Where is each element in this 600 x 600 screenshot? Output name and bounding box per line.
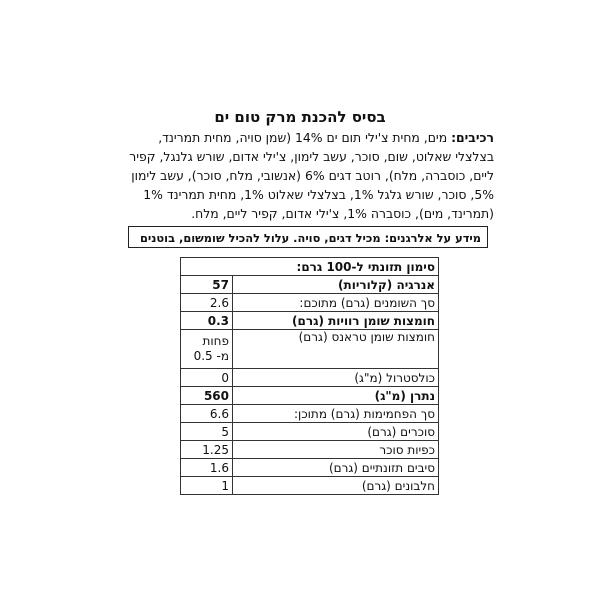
nutrient-name: סך הפחמימות (גרם) מתוכן: <box>233 405 439 423</box>
nutrient-value: 560 <box>181 387 233 405</box>
nutrient-value: 6.6 <box>181 405 233 423</box>
ingredients-label: רכיבים: <box>451 130 494 145</box>
allergen-info-box: מידע על אלרגנים: מכיל דגים, סויה. עלול להכיל שומשום, בוטנים <box>128 226 488 248</box>
nutrient-value-line: מ- 0.5 <box>193 349 229 363</box>
table-row <box>181 423 439 441</box>
nutrient-name: סוכרים (גרם) <box>233 423 439 441</box>
nutrient-value-line: פחות <box>202 334 229 348</box>
table-row <box>181 441 439 459</box>
ingredients-text: מים, מחית צ'ילי תום ים 14% (שמן סויה, מחית תמרינד, בצלצלי שאלוט, שום, סוכר, עשב לימון, צ'ילי אדום, שורש גלנגל, קפיר ליים, כוסברה, מלח), רוטב דגים 6% (אנשובי, מלח, סוכר), עשב לימון 5%, סוכר, שורש גלגל 1%, בצלצלי שאלוט 1%, מחית תמרינד 1% (תמרינד, מים), כוסברה 1%, צ'ילי אדום, קפיר ליים, מלח. <box>129 130 494 221</box>
table-row <box>181 276 439 294</box>
nutrient-value: 1.25 <box>181 441 233 459</box>
nutrient-name: סך השומנים (גרם) מתוכם: <box>233 294 439 312</box>
product-title: בסיס להכנת מרק טום ים <box>214 108 386 126</box>
nutrient-value: 2.6 <box>181 294 233 312</box>
nutrition-table <box>180 257 439 495</box>
nutrient-name: כפיות סוכר <box>233 441 439 459</box>
nutrient-value <box>181 330 233 369</box>
ingredients-block <box>120 128 494 223</box>
nutrient-name: סיבים תזונתיים (גרם) <box>233 459 439 477</box>
nutrient-name: חומצות שומן רוויות (גרם) <box>233 312 439 330</box>
nutrition-header: סימון תזונתי ל-100 גרם: <box>181 258 439 276</box>
nutrient-name: כולסטרול (מ"ג) <box>233 369 439 387</box>
nutrient-value: 0 <box>181 369 233 387</box>
table-row <box>181 477 439 495</box>
nutrient-name: אנרגיה (קלוריות) <box>233 276 439 294</box>
table-row <box>181 330 439 369</box>
table-row <box>181 312 439 330</box>
nutrient-value: 1 <box>181 477 233 495</box>
nutrient-value: 1.6 <box>181 459 233 477</box>
nutrient-value: 0.3 <box>181 312 233 330</box>
nutrient-name: חלבונים (גרם) <box>233 477 439 495</box>
nutrient-name: נתרן (מ"ג) <box>233 387 439 405</box>
table-row <box>181 294 439 312</box>
table-row <box>181 459 439 477</box>
table-row <box>181 387 439 405</box>
nutrient-value: 57 <box>181 276 233 294</box>
table-row <box>181 369 439 387</box>
nutrient-name: חומצות שומן טראנס (גרם) <box>233 330 439 369</box>
table-row <box>181 405 439 423</box>
nutrient-value: 5 <box>181 423 233 441</box>
